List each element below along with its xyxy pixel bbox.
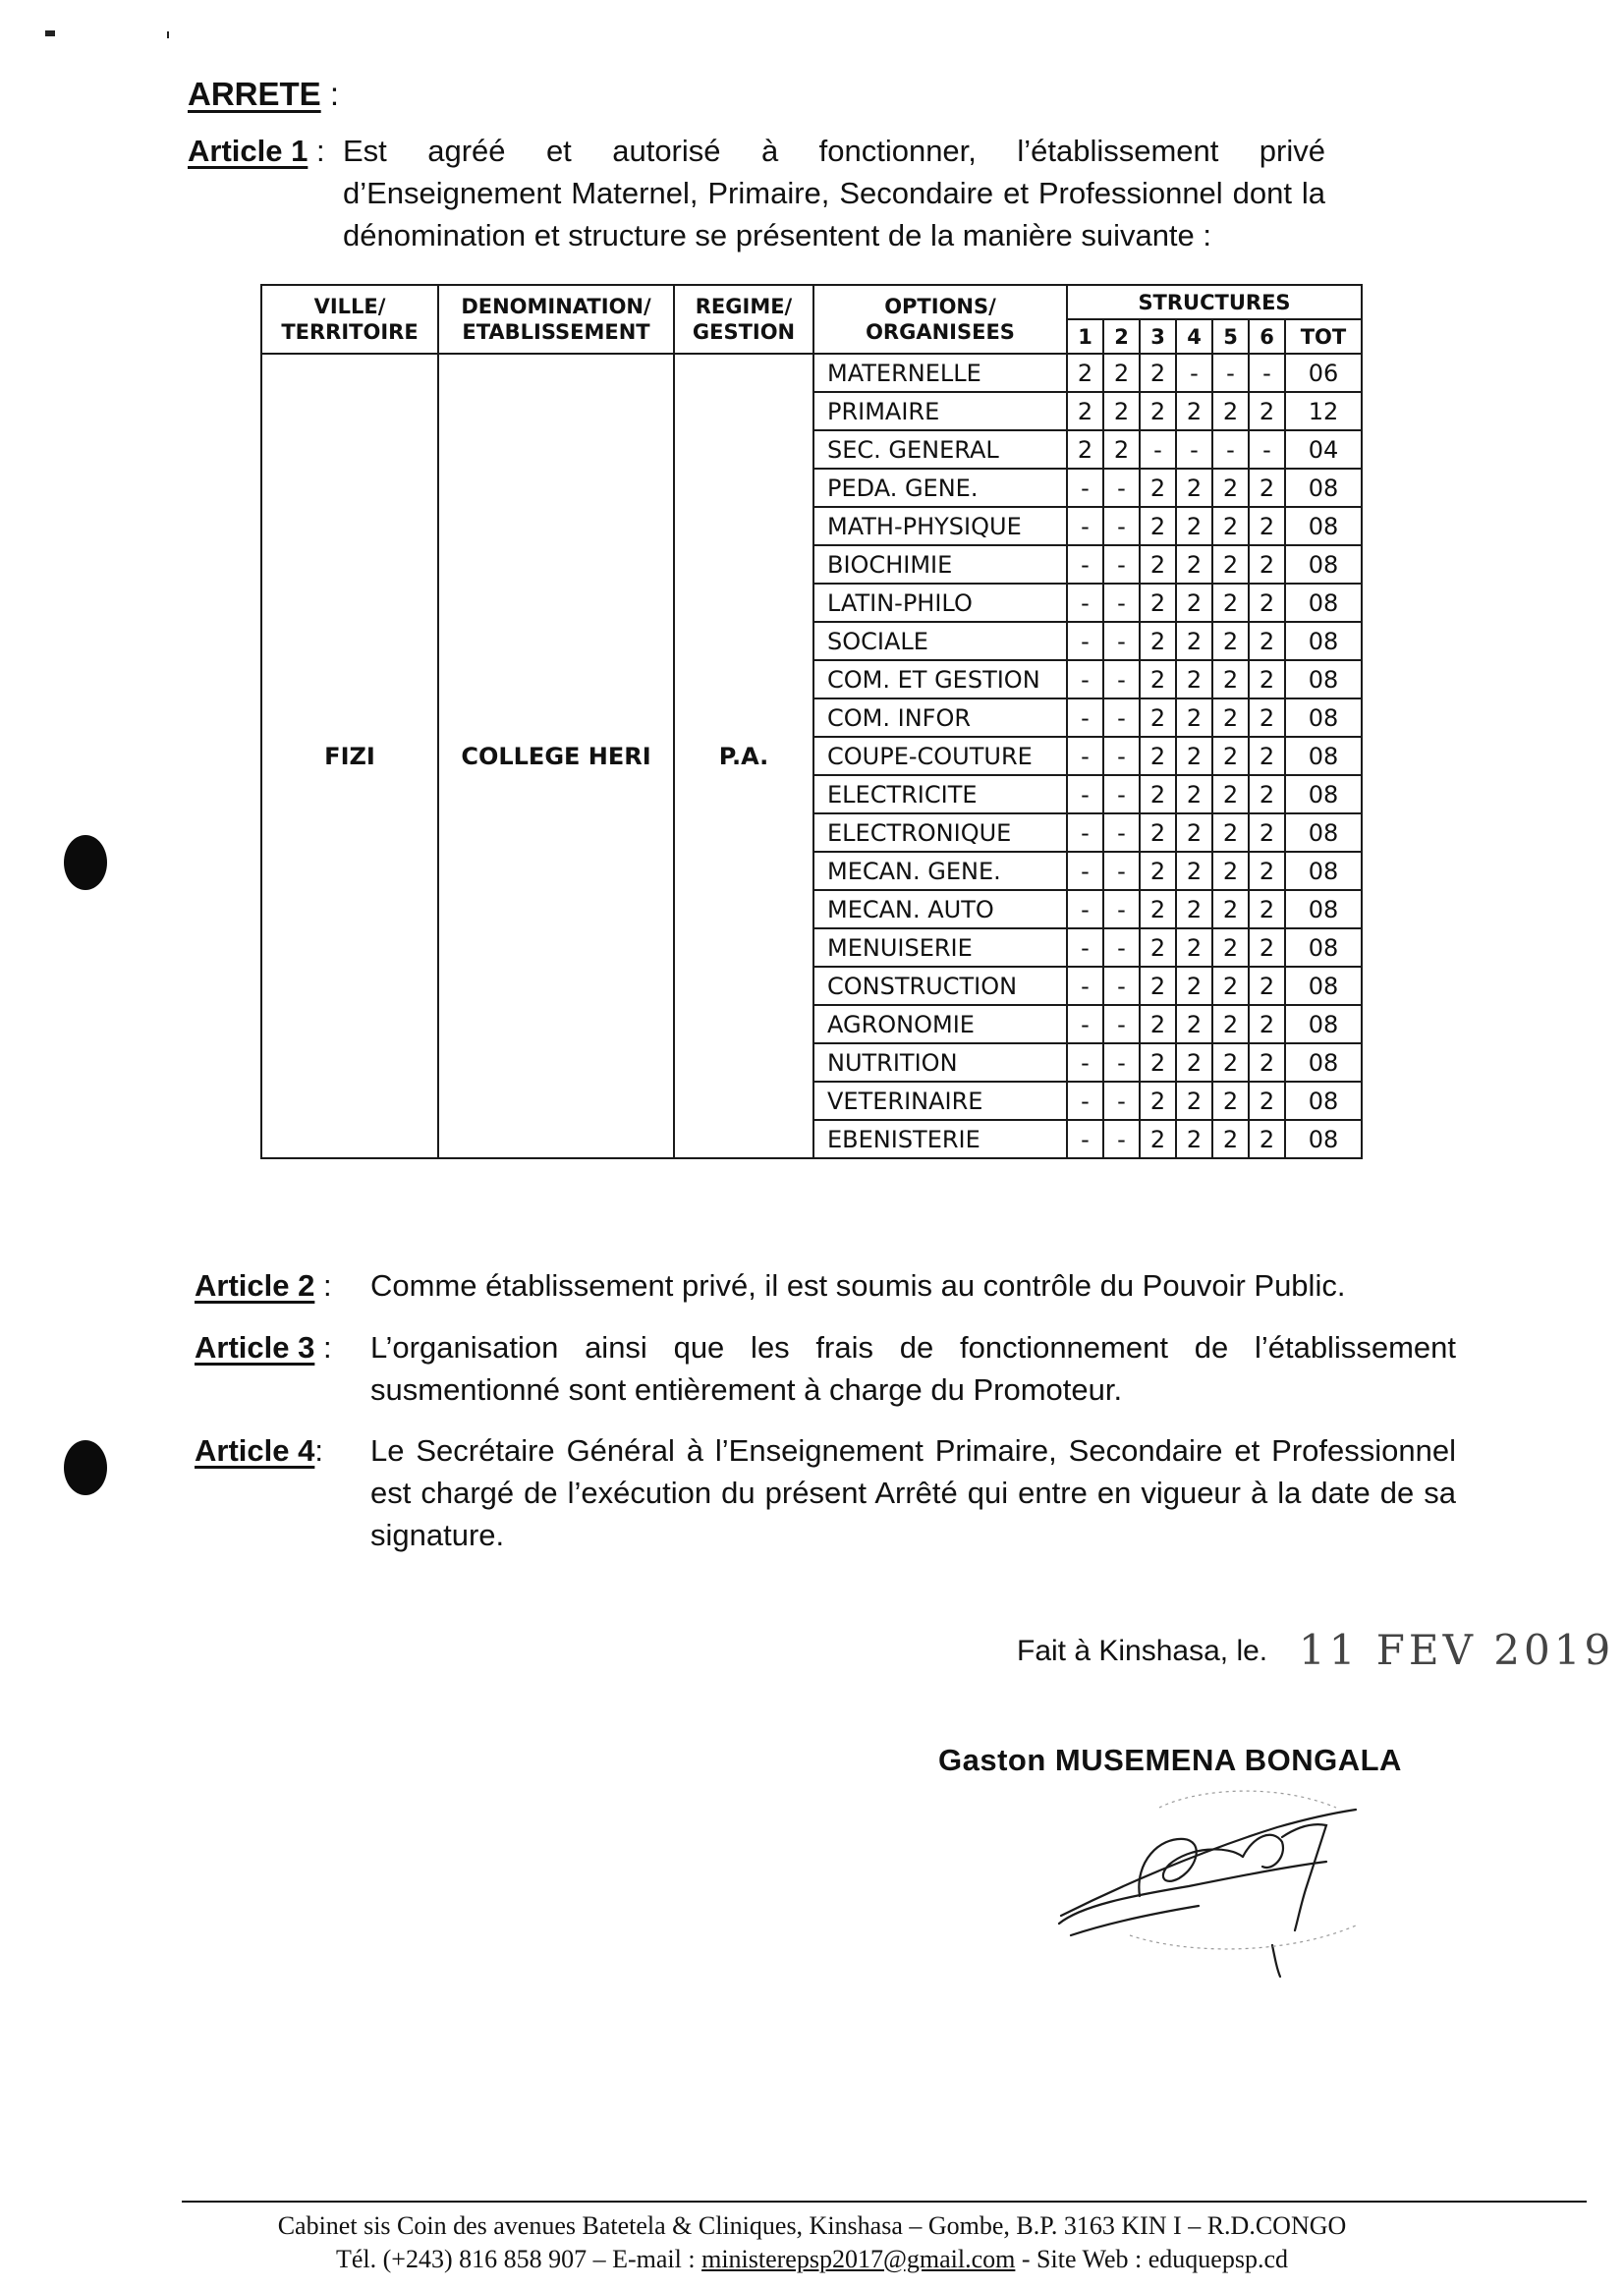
cell-structure-5: 2 <box>1212 660 1249 698</box>
cell-structure-2: - <box>1103 584 1140 622</box>
header-col-6: 6 <box>1249 319 1285 354</box>
cell-structure-3: 2 <box>1140 469 1176 507</box>
cell-total: 08 <box>1285 967 1362 1005</box>
cell-total: 08 <box>1285 737 1362 775</box>
cell-option: MECAN. AUTO <box>813 890 1067 928</box>
cell-structure-5: 2 <box>1212 698 1249 737</box>
cell-total: 12 <box>1285 392 1362 430</box>
cell-structure-5: - <box>1212 354 1249 392</box>
document-heading <box>188 67 339 122</box>
cell-structure-1: - <box>1067 660 1103 698</box>
cell-structure-6: - <box>1249 354 1285 392</box>
cell-structure-1: - <box>1067 545 1103 584</box>
header-col-2: 2 <box>1103 319 1140 354</box>
cell-structure-3: 2 <box>1140 737 1176 775</box>
cell-denomination: COLLEGE HERI <box>438 354 674 1158</box>
cell-structure-2: - <box>1103 1043 1140 1082</box>
cell-structure-6: 2 <box>1249 967 1285 1005</box>
heading-title: ARRETE <box>188 76 321 112</box>
cell-regime: P.A. <box>674 354 813 1158</box>
cell-structure-1: - <box>1067 1043 1103 1082</box>
cell-structure-6: 2 <box>1249 737 1285 775</box>
cell-structure-6: 2 <box>1249 852 1285 890</box>
cell-structure-3: 2 <box>1140 584 1176 622</box>
cell-structure-2: - <box>1103 967 1140 1005</box>
cell-structure-5: 2 <box>1212 890 1249 928</box>
cell-structure-5: 2 <box>1212 737 1249 775</box>
cell-structure-1: - <box>1067 698 1103 737</box>
article-4 <box>195 1429 1462 1562</box>
cell-structure-4: - <box>1176 430 1212 469</box>
cell-structure-1: - <box>1067 622 1103 660</box>
structures-table <box>260 284 1363 1159</box>
cell-total: 08 <box>1285 1120 1362 1158</box>
article-2-label: Article 2 : <box>195 1268 332 1303</box>
cell-structure-2: - <box>1103 469 1140 507</box>
cell-option: VETERINAIRE <box>813 1082 1067 1120</box>
cell-option: COM. INFOR <box>813 698 1067 737</box>
header-col-tot: TOT <box>1285 319 1362 354</box>
cell-structure-3: 2 <box>1140 392 1176 430</box>
handwritten-signature <box>1041 1768 1395 1984</box>
cell-structure-1: 2 <box>1067 354 1103 392</box>
cell-structure-6: 2 <box>1249 1005 1285 1043</box>
cell-structure-5: 2 <box>1212 545 1249 584</box>
cell-structure-3: 2 <box>1140 928 1176 967</box>
cell-structure-5: 2 <box>1212 469 1249 507</box>
cell-structure-2: - <box>1103 737 1140 775</box>
place-and-date-label: Fait à Kinshasa, le. <box>1017 1635 1268 1667</box>
cell-structure-4: 2 <box>1176 928 1212 967</box>
cell-structure-1: - <box>1067 928 1103 967</box>
cell-structure-3: 2 <box>1140 354 1176 392</box>
signer-name: Gaston MUSEMENA BONGALA <box>938 1743 1402 1777</box>
cell-structure-6: 2 <box>1249 660 1285 698</box>
cell-structure-4: 2 <box>1176 737 1212 775</box>
cell-structure-1: - <box>1067 967 1103 1005</box>
cell-structure-4: 2 <box>1176 622 1212 660</box>
cell-structure-5: 2 <box>1212 1120 1249 1158</box>
cell-structure-1: - <box>1067 890 1103 928</box>
cell-structure-4: 2 <box>1176 1043 1212 1082</box>
cell-option: COM. ET GESTION <box>813 660 1067 698</box>
header-col-5: 5 <box>1212 319 1249 354</box>
footer-contacts <box>0 2245 1624 2274</box>
scan-speck-mark <box>45 30 55 36</box>
cell-total: 08 <box>1285 660 1362 698</box>
cell-structure-5: 2 <box>1212 852 1249 890</box>
cell-structure-6: 2 <box>1249 890 1285 928</box>
heading-colon: : <box>329 76 340 112</box>
header-col-1: 1 <box>1067 319 1103 354</box>
cell-option: SEC. GENERAL <box>813 430 1067 469</box>
cell-option: LATIN-PHILO <box>813 584 1067 622</box>
cell-structure-1: 2 <box>1067 430 1103 469</box>
cell-structure-3: 2 <box>1140 1120 1176 1158</box>
cell-structure-3: 2 <box>1140 1005 1176 1043</box>
cell-structure-2: - <box>1103 928 1140 967</box>
article-1-label: Article 1 : <box>188 134 325 168</box>
cell-structure-3: 2 <box>1140 852 1176 890</box>
article-1-text: Est agréé et autorisé à fonctionner, l’établissement privé d’Enseignement Maternel, Primaire, Secondaire et Professionnel dont la dénomination et structure se présentent de la manière suivante : <box>343 134 1325 252</box>
cell-structure-4: 2 <box>1176 1005 1212 1043</box>
cell-structure-1: - <box>1067 813 1103 852</box>
cell-structure-6: 2 <box>1249 622 1285 660</box>
cell-structure-4: 2 <box>1176 507 1212 545</box>
cell-structure-5: 2 <box>1212 967 1249 1005</box>
cell-structure-6: 2 <box>1249 1082 1285 1120</box>
cell-structure-5: 2 <box>1212 1005 1249 1043</box>
cell-structure-5: 2 <box>1212 1082 1249 1120</box>
header-options: OPTIONS/ ORGANISEES <box>813 285 1067 354</box>
cell-option: BIOCHIMIE <box>813 545 1067 584</box>
cell-structure-5: 2 <box>1212 622 1249 660</box>
cell-option: COUPE-COUTURE <box>813 737 1067 775</box>
cell-structure-4: 2 <box>1176 545 1212 584</box>
cell-total: 08 <box>1285 928 1362 967</box>
cell-structure-5: - <box>1212 430 1249 469</box>
cell-structure-3: 2 <box>1140 813 1176 852</box>
cell-structure-6: - <box>1249 430 1285 469</box>
cell-structure-3: 2 <box>1140 967 1176 1005</box>
cell-structure-4: 2 <box>1176 775 1212 813</box>
cell-ville: FIZI <box>261 354 438 1158</box>
cell-structure-3: - <box>1140 430 1176 469</box>
cell-structure-6: 2 <box>1249 507 1285 545</box>
cell-structure-5: 2 <box>1212 507 1249 545</box>
cell-structure-4: 2 <box>1176 967 1212 1005</box>
cell-structure-3: 2 <box>1140 545 1176 584</box>
cell-option: SOCIALE <box>813 622 1067 660</box>
cell-total: 08 <box>1285 469 1362 507</box>
cell-structure-6: 2 <box>1249 775 1285 813</box>
cell-option: EBENISTERIE <box>813 1120 1067 1158</box>
cell-option: MECAN. GENE. <box>813 852 1067 890</box>
cell-structure-3: 2 <box>1140 660 1176 698</box>
cell-total: 08 <box>1285 507 1362 545</box>
header-regime: REGIME/ GESTION <box>674 285 813 354</box>
cell-structure-2: - <box>1103 545 1140 584</box>
cell-option: AGRONOMIE <box>813 1005 1067 1043</box>
footer-address: Cabinet sis Coin des avenues Batetela & Cliniques, Kinshasa – Gombe, B.P. 3163 KIN I – R.D.CONGO <box>277 2211 1347 2240</box>
cell-structure-1: - <box>1067 775 1103 813</box>
table-row <box>261 354 1362 392</box>
article-3-label: Article 3 : <box>195 1330 332 1365</box>
cell-total: 08 <box>1285 1005 1362 1043</box>
cell-structure-6: 2 <box>1249 469 1285 507</box>
cell-structure-3: 2 <box>1140 622 1176 660</box>
cell-structure-2: - <box>1103 890 1140 928</box>
cell-structure-2: - <box>1103 813 1140 852</box>
header-col-4: 4 <box>1176 319 1212 354</box>
article-2-text: Comme établissement privé, il est soumis au contrôle du Pouvoir Public. <box>370 1268 1346 1303</box>
article-3 <box>195 1326 1462 1415</box>
cell-structure-2: - <box>1103 1120 1140 1158</box>
cell-structure-2: - <box>1103 507 1140 545</box>
footer-site: - Site Web : eduquepsp.cd <box>1021 2245 1288 2273</box>
date-stamp: 11 FEV 2019 <box>1299 1626 1615 1674</box>
cell-structure-4: 2 <box>1176 660 1212 698</box>
cell-structure-3: 2 <box>1140 1082 1176 1120</box>
scan-speck-mark <box>167 31 169 38</box>
cell-structure-6: 2 <box>1249 698 1285 737</box>
cell-total: 08 <box>1285 775 1362 813</box>
cell-total: 08 <box>1285 1043 1362 1082</box>
cell-structure-2: - <box>1103 660 1140 698</box>
cell-structure-3: 2 <box>1140 698 1176 737</box>
cell-structure-1: - <box>1067 1005 1103 1043</box>
cell-option: ELECTRICITE <box>813 775 1067 813</box>
cell-structure-1: - <box>1067 507 1103 545</box>
cell-structure-5: 2 <box>1212 813 1249 852</box>
cell-structure-4: 2 <box>1176 890 1212 928</box>
cell-total: 06 <box>1285 354 1362 392</box>
cell-structure-3: 2 <box>1140 507 1176 545</box>
cell-total: 08 <box>1285 545 1362 584</box>
cell-structure-2: - <box>1103 698 1140 737</box>
cell-option: NUTRITION <box>813 1043 1067 1082</box>
header-denomination: DENOMINATION/ ETABLISSEMENT <box>438 285 674 354</box>
cell-structure-5: 2 <box>1212 1043 1249 1082</box>
cell-structure-1: - <box>1067 469 1103 507</box>
cell-structure-2: - <box>1103 1082 1140 1120</box>
cell-structure-6: 2 <box>1249 392 1285 430</box>
cell-structure-1: - <box>1067 584 1103 622</box>
article-2 <box>195 1264 1462 1309</box>
cell-structure-6: 2 <box>1249 1043 1285 1082</box>
cell-structure-1: 2 <box>1067 392 1103 430</box>
cell-structure-3: 2 <box>1140 890 1176 928</box>
cell-structure-2: - <box>1103 852 1140 890</box>
punch-hole-bottom <box>64 1440 107 1495</box>
cell-structure-4: 2 <box>1176 813 1212 852</box>
cell-structure-4: 2 <box>1176 698 1212 737</box>
cell-structure-4: 2 <box>1176 1082 1212 1120</box>
article-3-text: L’organisation ainsi que les frais de fonctionnement de l’établissement susmentionné sont entièrement à charge du Promoteur. <box>370 1330 1456 1407</box>
cell-structure-5: 2 <box>1212 775 1249 813</box>
cell-total: 04 <box>1285 430 1362 469</box>
cell-option: PRIMAIRE <box>813 392 1067 430</box>
cell-structure-1: - <box>1067 1120 1103 1158</box>
cell-structure-4: 2 <box>1176 1120 1212 1158</box>
cell-option: MATERNELLE <box>813 354 1067 392</box>
cell-structure-1: - <box>1067 737 1103 775</box>
cell-structure-3: 2 <box>1140 1043 1176 1082</box>
cell-structure-1: - <box>1067 1082 1103 1120</box>
cell-option: PEDA. GENE. <box>813 469 1067 507</box>
cell-structure-2: - <box>1103 1005 1140 1043</box>
punch-hole-top <box>64 835 107 890</box>
cell-total: 08 <box>1285 584 1362 622</box>
cell-structure-6: 2 <box>1249 584 1285 622</box>
cell-structure-4: 2 <box>1176 392 1212 430</box>
article-4-label: Article 4: <box>195 1433 323 1468</box>
article-1 <box>188 130 1455 267</box>
cell-structure-5: 2 <box>1212 928 1249 967</box>
header-ville: VILLE/ TERRITOIRE <box>261 285 438 354</box>
cell-structure-6: 2 <box>1249 813 1285 852</box>
cell-structure-4: 2 <box>1176 469 1212 507</box>
cell-option: CONSTRUCTION <box>813 967 1067 1005</box>
article-4-text: Le Secrétaire Général à l’Enseignement Primaire, Secondaire et Professionnel est chargé de l’exécution du présent Arrêté qui entre en vigueur à la date de sa signature. <box>370 1433 1456 1552</box>
cell-structure-4: 2 <box>1176 852 1212 890</box>
cell-total: 08 <box>1285 813 1362 852</box>
cell-option: ELECTRONIQUE <box>813 813 1067 852</box>
cell-structure-1: - <box>1067 852 1103 890</box>
cell-structure-5: 2 <box>1212 584 1249 622</box>
cell-total: 08 <box>1285 852 1362 890</box>
cell-structure-3: 2 <box>1140 775 1176 813</box>
cell-total: 08 <box>1285 1082 1362 1120</box>
cell-total: 08 <box>1285 622 1362 660</box>
cell-option: MENUISERIE <box>813 928 1067 967</box>
cell-total: 08 <box>1285 890 1362 928</box>
cell-structure-4: 2 <box>1176 584 1212 622</box>
cell-structure-6: 2 <box>1249 1120 1285 1158</box>
cell-total: 08 <box>1285 698 1362 737</box>
footer-tel: Tél. (+243) 816 858 907 – E-mail : <box>335 2245 696 2273</box>
header-col-3: 3 <box>1140 319 1176 354</box>
cell-structure-2: 2 <box>1103 392 1140 430</box>
header-structures: STRUCTURES <box>1067 285 1362 319</box>
cell-structure-2: - <box>1103 775 1140 813</box>
footer-divider <box>182 2201 1587 2203</box>
cell-structure-2: - <box>1103 622 1140 660</box>
cell-structure-5: 2 <box>1212 392 1249 430</box>
cell-structure-2: 2 <box>1103 354 1140 392</box>
cell-option: MATH-PHYSIQUE <box>813 507 1067 545</box>
cell-structure-4: - <box>1176 354 1212 392</box>
cell-structure-2: 2 <box>1103 430 1140 469</box>
cell-structure-6: 2 <box>1249 545 1285 584</box>
cell-structure-6: 2 <box>1249 928 1285 967</box>
footer-email-link[interactable]: ministerepsp2017@gmail.com <box>701 2245 1016 2273</box>
